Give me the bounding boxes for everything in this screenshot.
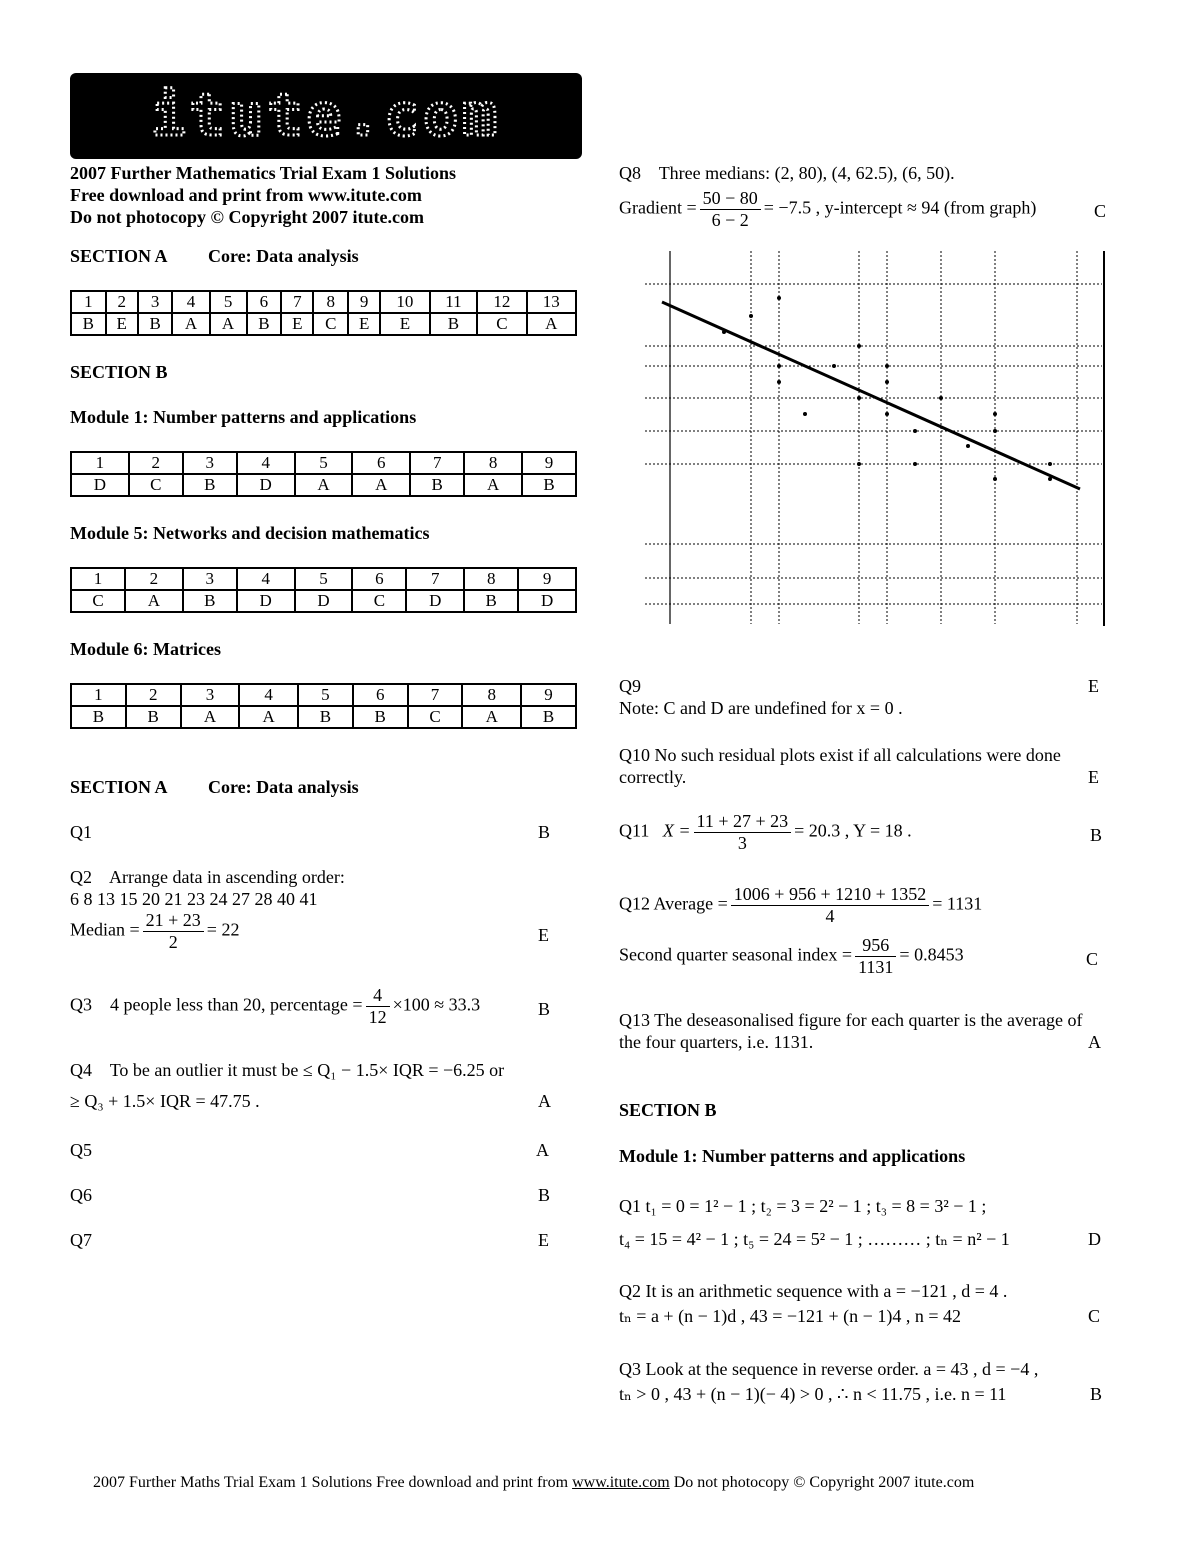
question-number-cell: 8 bbox=[464, 568, 518, 590]
q6-answer: B bbox=[538, 1185, 551, 1205]
data-point bbox=[857, 462, 861, 466]
q2-answer: E bbox=[538, 925, 549, 945]
question-number-cell: 7 bbox=[408, 684, 463, 706]
question-number-cell: 1 bbox=[71, 684, 126, 706]
question-number-cell: 5 bbox=[295, 452, 353, 474]
question-number-cell: 9 bbox=[522, 452, 576, 474]
solutions-module1-heading: Module 1: Number patterns and applications bbox=[619, 1146, 966, 1166]
q12-denominator2: 1131 bbox=[858, 957, 894, 977]
question-number-cell: 3 bbox=[183, 568, 237, 590]
m1-q3-answer: B bbox=[1090, 1384, 1103, 1404]
q9-label: Q9 bbox=[619, 676, 641, 696]
answer-letter-cell: E bbox=[348, 313, 380, 335]
q10-line1: Q10 No such residual plots exist if all calculations were done bbox=[619, 745, 1061, 765]
solutions-section-b-heading: SECTION B bbox=[619, 1100, 717, 1120]
data-point bbox=[913, 429, 917, 433]
question-number-cell: 4 bbox=[237, 452, 295, 474]
module1-heading: Module 1: Number patterns and applications bbox=[70, 407, 417, 427]
data-point bbox=[993, 412, 997, 416]
answer-letter-cell: C bbox=[313, 313, 348, 335]
q4-line1 bbox=[70, 1060, 504, 1081]
q3-result: ×100 ≈ 33.3 bbox=[392, 994, 481, 1015]
q4-answer: A bbox=[538, 1091, 551, 1111]
data-point bbox=[857, 344, 861, 348]
module1-answer-table bbox=[70, 451, 577, 497]
data-point bbox=[913, 462, 917, 466]
q7-label: Q7 bbox=[70, 1230, 92, 1250]
answer-letter-cell: B bbox=[410, 474, 464, 496]
data-point bbox=[885, 412, 889, 416]
answer-letter-cell: B bbox=[430, 313, 478, 335]
q7-answer: E bbox=[538, 1230, 549, 1250]
data-point bbox=[832, 364, 836, 368]
answer-letter-cell: C bbox=[71, 590, 125, 612]
question-number-cell: 7 bbox=[406, 568, 464, 590]
answer-letter-cell: C bbox=[477, 313, 526, 335]
answer-letter-cell: B bbox=[247, 313, 282, 335]
question-number-cell: 8 bbox=[313, 291, 348, 313]
q12-fraction2 bbox=[855, 935, 896, 978]
answer-letter-cell: E bbox=[281, 313, 313, 335]
q4-text1: To be an outlier it must be ≤ Q₁ − 1.5× IQR = −6.25 or bbox=[109, 1060, 505, 1080]
footer-text1: 2007 Further Maths Trial Exam 1 Solutions Free download and print from bbox=[93, 1474, 573, 1491]
q12-denominator: 4 bbox=[825, 906, 835, 926]
question-number-cell: 9 bbox=[521, 684, 576, 706]
q5-label: Q5 bbox=[70, 1140, 92, 1160]
data-point bbox=[993, 477, 997, 481]
q12-numerator: 1006 + 956 + 1210 + 1352 bbox=[731, 884, 929, 906]
q2-line1 bbox=[70, 867, 345, 888]
data-point bbox=[1048, 462, 1052, 466]
data-point bbox=[885, 364, 889, 368]
q10-answer: E bbox=[1088, 767, 1099, 787]
q8-gradient-label: Gradient = bbox=[619, 197, 697, 218]
q11-label: Q11 bbox=[619, 820, 650, 841]
m1-q3-line1: Q3 Look at the sequence in reverse order. a = 43 , d = −4 , bbox=[619, 1359, 1039, 1379]
q8-denominator: 6 − 2 bbox=[711, 210, 749, 230]
question-number-cell: 4 bbox=[239, 684, 298, 706]
q11-answer: B bbox=[1090, 825, 1103, 845]
q9-answer: E bbox=[1088, 676, 1099, 696]
data-point bbox=[777, 364, 781, 368]
q13-answer: A bbox=[1088, 1032, 1101, 1052]
q11-line bbox=[619, 811, 912, 854]
q12-fraction bbox=[731, 884, 929, 927]
question-number-cell: 2 bbox=[129, 452, 183, 474]
q3-fraction bbox=[366, 985, 390, 1028]
q8-gradient bbox=[619, 188, 1036, 231]
footer-text2: Do not photocopy © Copyright 2007 itute.com bbox=[669, 1474, 975, 1491]
q3-answer: B bbox=[538, 999, 551, 1019]
question-number-cell: 2 bbox=[126, 684, 181, 706]
question-number-cell: 6 bbox=[352, 568, 406, 590]
question-number-cell: 7 bbox=[410, 452, 464, 474]
q2-label: Q2 bbox=[70, 867, 92, 887]
answer-letter-cell: B bbox=[183, 474, 237, 496]
answer-letter-cell: A bbox=[295, 474, 353, 496]
data-point bbox=[1048, 477, 1052, 481]
answer-letter-cell: B bbox=[522, 474, 576, 496]
footer-link[interactable]: www.itute.com bbox=[572, 1474, 670, 1491]
question-number-cell: 5 bbox=[295, 568, 353, 590]
answer-letter-cell: C bbox=[129, 474, 183, 496]
m1-q2-answer: C bbox=[1088, 1306, 1101, 1326]
question-number-cell: 5 bbox=[210, 291, 247, 313]
answer-letter-cell: A bbox=[527, 313, 576, 335]
m1-q1-line2: t₄ = 15 = 4² − 1 ; t₅ = 24 = 5² − 1 ; ……… ; tₙ = n² − 1 bbox=[619, 1229, 1010, 1249]
q4-line2: ≥ Q₃ + 1.5× IQR = 47.75 . bbox=[70, 1091, 260, 1111]
q2-median-label: Median = bbox=[70, 919, 140, 940]
q12-result2: = 0.8453 bbox=[899, 944, 964, 965]
plot-gridlines-vertical bbox=[751, 251, 1077, 624]
answer-letter-cell: B bbox=[298, 706, 353, 728]
answer-letter-cell: A bbox=[352, 474, 410, 496]
section-a-heading: SECTION A bbox=[70, 246, 168, 266]
question-number-cell: 5 bbox=[298, 684, 353, 706]
data-point bbox=[885, 380, 889, 384]
question-number-cell: 2 bbox=[125, 568, 183, 590]
question-number-cell: 1 bbox=[71, 291, 106, 313]
question-number-cell: 3 bbox=[181, 684, 240, 706]
question-number-cell: 11 bbox=[430, 291, 478, 313]
q8-scatter-plot bbox=[640, 246, 1110, 630]
question-number-cell: 3 bbox=[183, 452, 237, 474]
q8-fraction bbox=[700, 188, 761, 231]
header-copyright: Do not photocopy © Copyright 2007 itute.com bbox=[70, 207, 424, 227]
answer-letter-cell: B bbox=[71, 706, 126, 728]
answer-letter-cell: B bbox=[353, 706, 408, 728]
q2-text: Arrange data in ascending order: bbox=[109, 867, 345, 887]
core-heading: Core: Data analysis bbox=[208, 246, 359, 266]
q3-text: 4 people less than 20, percentage = bbox=[110, 994, 363, 1015]
q12-numerator2: 956 bbox=[855, 935, 896, 957]
svg-text:itute.com: itute.com bbox=[150, 81, 502, 149]
m1-q1-line1: Q1 t₁ = 0 = 1² − 1 ; t₂ = 3 = 2² − 1 ; t₃ = 8 = 3² − 1 ; bbox=[619, 1196, 987, 1216]
data-point bbox=[722, 330, 726, 334]
q2-numerator: 21 + 23 bbox=[143, 910, 204, 932]
answer-letter-cell: D bbox=[71, 474, 129, 496]
plot-gridlines-horizontal bbox=[645, 284, 1102, 604]
answer-letter-cell: A bbox=[181, 706, 240, 728]
q11-result: = 20.3 , Y = 18 . bbox=[794, 820, 912, 841]
q8-result: = −7.5 , y-intercept ≈ 94 (from graph) bbox=[763, 197, 1037, 218]
answer-letter-cell: A bbox=[210, 313, 247, 335]
answer-letter-cell: B bbox=[521, 706, 576, 728]
question-number-cell: 12 bbox=[477, 291, 526, 313]
q8-label: Q8 bbox=[619, 163, 641, 183]
q3-line bbox=[70, 985, 480, 1028]
answer-letter-cell: B bbox=[464, 590, 518, 612]
q4-label: Q4 bbox=[70, 1060, 92, 1080]
data-point bbox=[803, 412, 807, 416]
answer-letter-cell: C bbox=[408, 706, 463, 728]
data-point bbox=[749, 314, 753, 318]
q11-fraction bbox=[694, 811, 792, 854]
answer-letter-cell: D bbox=[237, 474, 295, 496]
q10-line2: correctly. bbox=[619, 767, 687, 787]
question-number-cell: 2 bbox=[106, 291, 138, 313]
question-number-cell: 7 bbox=[281, 291, 313, 313]
answer-letter-cell: B bbox=[183, 590, 237, 612]
answer-letter-cell: E bbox=[380, 313, 429, 335]
data-point bbox=[857, 396, 861, 400]
question-number-cell: 13 bbox=[527, 291, 576, 313]
module5-answer-table bbox=[70, 567, 577, 613]
question-number-cell: 6 bbox=[353, 684, 408, 706]
answer-letter-cell: D bbox=[237, 590, 295, 612]
question-number-cell: 3 bbox=[138, 291, 173, 313]
q2-denominator: 2 bbox=[168, 932, 178, 952]
q3-denominator: 12 bbox=[368, 1007, 387, 1027]
q3-numerator: 4 bbox=[366, 985, 390, 1007]
answer-letter-cell: E bbox=[106, 313, 138, 335]
module6-answer-table bbox=[70, 683, 577, 729]
question-number-cell: 4 bbox=[237, 568, 295, 590]
answer-letter-cell: C bbox=[352, 590, 406, 612]
answer-letter-cell: A bbox=[464, 474, 522, 496]
m1-q2-line2: tₙ = a + (n − 1)d , 43 = −121 + (n − 1)4 , n = 42 bbox=[619, 1306, 961, 1326]
q2-fraction bbox=[143, 910, 204, 953]
q2-median bbox=[70, 910, 239, 953]
q5-answer: A bbox=[536, 1140, 549, 1160]
answer-letter-cell: A bbox=[125, 590, 183, 612]
answer-letter-cell: A bbox=[172, 313, 209, 335]
q2-result: = 22 bbox=[206, 919, 240, 940]
data-point bbox=[777, 296, 781, 300]
m1-q1-answer: D bbox=[1088, 1229, 1101, 1249]
question-number-cell: 4 bbox=[172, 291, 209, 313]
data-point bbox=[966, 444, 970, 448]
m1-q2-line1: Q2 It is an arithmetic sequence with a = −121 , d = 4 . bbox=[619, 1281, 1008, 1301]
answer-letter-cell: D bbox=[295, 590, 353, 612]
question-number-cell: 8 bbox=[462, 684, 521, 706]
q12-line1 bbox=[619, 884, 982, 927]
answer-letter-cell: B bbox=[126, 706, 181, 728]
answer-letter-cell: B bbox=[138, 313, 173, 335]
q8-line1 bbox=[619, 163, 955, 184]
q3-label: Q3 bbox=[70, 994, 92, 1015]
m1-q3-line2: tₙ > 0 , 43 + (n − 1)(− 4) > 0 , ∴ n < 11.75 , i.e. n = 11 bbox=[619, 1384, 1007, 1404]
question-number-cell: 8 bbox=[464, 452, 522, 474]
answer-letter-cell: D bbox=[518, 590, 576, 612]
question-number-cell: 1 bbox=[71, 568, 125, 590]
section-b-heading: SECTION B bbox=[70, 362, 168, 382]
question-number-cell: 9 bbox=[518, 568, 576, 590]
q13-line2: the four quarters, i.e. 1131. bbox=[619, 1032, 814, 1052]
q12-answer: C bbox=[1086, 949, 1099, 969]
q9-note: Note: C and D are undefined for x = 0 . bbox=[619, 698, 903, 718]
question-number-cell: 6 bbox=[247, 291, 282, 313]
q12-result: = 1131 bbox=[932, 893, 983, 914]
solutions-core-heading: Core: Data analysis bbox=[208, 777, 359, 797]
q12-seasonal-label: Second quarter seasonal index = bbox=[619, 944, 853, 965]
q2-data: 6 8 13 15 20 21 23 24 27 28 40 41 bbox=[70, 889, 318, 909]
question-number-cell: 9 bbox=[348, 291, 380, 313]
q6-label: Q6 bbox=[70, 1185, 92, 1205]
data-point bbox=[939, 396, 943, 400]
data-point bbox=[993, 429, 997, 433]
q11-numerator: 11 + 27 + 23 bbox=[694, 811, 792, 833]
q8-text: Three medians: (2, 80), (4, 62.5), (6, 50). bbox=[658, 163, 955, 183]
core-answer-table bbox=[70, 290, 577, 336]
q11-denominator: 3 bbox=[737, 833, 747, 853]
answer-letter-cell: A bbox=[462, 706, 521, 728]
header-title: 2007 Further Mathematics Trial Exam 1 Solutions bbox=[70, 163, 456, 183]
q11-var: X = bbox=[662, 820, 691, 841]
q13-line1: Q13 The deseasonalised figure for each quarter is the average of bbox=[619, 1010, 1083, 1030]
module5-heading: Module 5: Networks and decision mathematics bbox=[70, 523, 430, 543]
logo-dot-text bbox=[70, 73, 582, 159]
q8-answer: C bbox=[1094, 201, 1107, 221]
question-number-cell: 6 bbox=[352, 452, 410, 474]
q1-label: Q1 bbox=[70, 822, 92, 842]
data-point bbox=[777, 380, 781, 384]
answer-letter-cell: A bbox=[239, 706, 298, 728]
question-number-cell: 1 bbox=[71, 452, 129, 474]
q12-line2 bbox=[619, 935, 964, 978]
module6-heading: Module 6: Matrices bbox=[70, 639, 221, 659]
solutions-section-a-heading: SECTION A bbox=[70, 777, 168, 797]
q1-answer: B bbox=[538, 822, 551, 842]
question-number-cell: 10 bbox=[380, 291, 429, 313]
itute-logo bbox=[70, 73, 582, 159]
regression-line bbox=[662, 302, 1080, 489]
page-footer bbox=[93, 1474, 974, 1492]
q12-label: Q12 Average = bbox=[619, 893, 728, 914]
header-download: Free download and print from www.itute.com bbox=[70, 185, 422, 205]
answer-letter-cell: D bbox=[406, 590, 464, 612]
answer-letter-cell: B bbox=[71, 313, 106, 335]
q8-numerator: 50 − 80 bbox=[700, 188, 761, 210]
